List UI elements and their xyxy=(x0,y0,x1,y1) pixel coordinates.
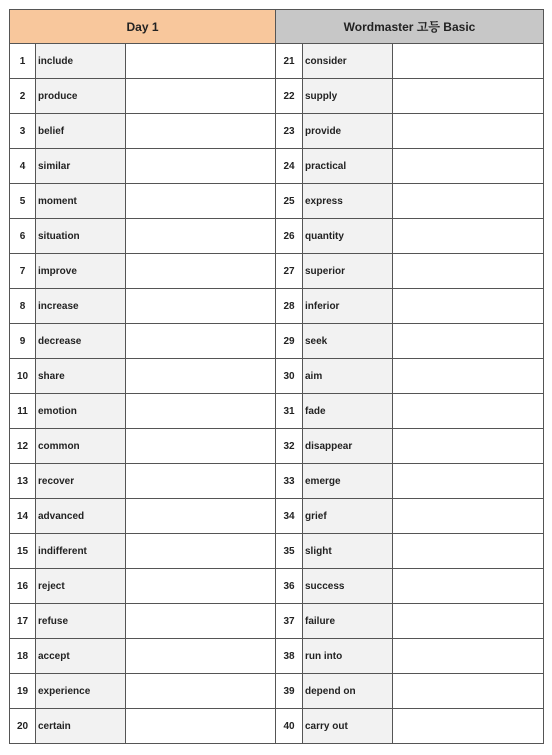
answer-blank-cell[interactable] xyxy=(126,569,276,604)
word-number: 35 xyxy=(276,534,303,569)
vocabulary-word: grief xyxy=(303,499,393,534)
book-title-header: Wordmaster 고등 Basic xyxy=(276,9,544,44)
word-number: 32 xyxy=(276,429,303,464)
answer-blank-cell[interactable] xyxy=(126,79,276,114)
answer-blank-cell[interactable] xyxy=(393,429,544,464)
answer-blank-cell[interactable] xyxy=(126,639,276,674)
word-number: 22 xyxy=(276,79,303,114)
answer-blank-cell[interactable] xyxy=(126,674,276,709)
vocabulary-word: include xyxy=(36,44,126,79)
word-number: 19 xyxy=(9,674,36,709)
vocabulary-word: run into xyxy=(303,639,393,674)
vocabulary-word: improve xyxy=(36,254,126,289)
answer-blank-cell[interactable] xyxy=(126,394,276,429)
answer-blank-cell[interactable] xyxy=(393,79,544,114)
vocabulary-word: decrease xyxy=(36,324,126,359)
word-number: 24 xyxy=(276,149,303,184)
vocabulary-word: similar xyxy=(36,149,126,184)
word-row xyxy=(276,639,544,674)
vocabulary-word: certain xyxy=(36,709,126,744)
vocabulary-word: recover xyxy=(36,464,126,499)
word-row xyxy=(9,44,276,79)
answer-blank-cell[interactable] xyxy=(393,219,544,254)
answer-blank-cell[interactable] xyxy=(393,184,544,219)
vocabulary-word: depend on xyxy=(303,674,393,709)
vocabulary-word: express xyxy=(303,184,393,219)
word-number: 17 xyxy=(9,604,36,639)
vocabulary-word: increase xyxy=(36,289,126,324)
vocabulary-word: fade xyxy=(303,394,393,429)
vocabulary-word: success xyxy=(303,569,393,604)
vocabulary-word: aim xyxy=(303,359,393,394)
answer-blank-cell[interactable] xyxy=(126,289,276,324)
answer-blank-cell[interactable] xyxy=(126,709,276,744)
word-row xyxy=(9,359,276,394)
answer-blank-cell[interactable] xyxy=(393,534,544,569)
word-row xyxy=(9,114,276,149)
vocabulary-word: superior xyxy=(303,254,393,289)
word-row xyxy=(9,394,276,429)
vocabulary-word: experience xyxy=(36,674,126,709)
vocabulary-word: belief xyxy=(36,114,126,149)
word-number: 4 xyxy=(9,149,36,184)
word-number: 28 xyxy=(276,289,303,324)
answer-blank-cell[interactable] xyxy=(126,114,276,149)
answer-blank-cell[interactable] xyxy=(393,464,544,499)
word-number: 37 xyxy=(276,604,303,639)
word-number: 34 xyxy=(276,499,303,534)
word-number: 11 xyxy=(9,394,36,429)
word-number: 26 xyxy=(276,219,303,254)
word-row xyxy=(276,324,544,359)
word-row xyxy=(9,674,276,709)
vocabulary-word: consider xyxy=(303,44,393,79)
answer-blank-cell[interactable] xyxy=(126,464,276,499)
vocabulary-sheet xyxy=(9,9,544,744)
answer-blank-cell[interactable] xyxy=(393,639,544,674)
word-row xyxy=(9,429,276,464)
answer-blank-cell[interactable] xyxy=(393,604,544,639)
word-row xyxy=(276,289,544,324)
word-row xyxy=(276,219,544,254)
vocabulary-word: slight xyxy=(303,534,393,569)
answer-blank-cell[interactable] xyxy=(393,709,544,744)
vocabulary-word: disappear xyxy=(303,429,393,464)
word-number: 21 xyxy=(276,44,303,79)
answer-blank-cell[interactable] xyxy=(393,324,544,359)
word-row xyxy=(276,464,544,499)
word-row xyxy=(276,394,544,429)
answer-blank-cell[interactable] xyxy=(393,114,544,149)
word-number: 18 xyxy=(9,639,36,674)
vocabulary-word: refuse xyxy=(36,604,126,639)
word-number: 2 xyxy=(9,79,36,114)
day-header: Day 1 xyxy=(9,9,276,44)
answer-blank-cell[interactable] xyxy=(126,429,276,464)
word-number: 25 xyxy=(276,184,303,219)
word-row xyxy=(9,639,276,674)
word-number: 9 xyxy=(9,324,36,359)
answer-blank-cell[interactable] xyxy=(126,604,276,639)
word-number: 30 xyxy=(276,359,303,394)
vocabulary-word: indifferent xyxy=(36,534,126,569)
vocabulary-word: practical xyxy=(303,149,393,184)
word-number: 36 xyxy=(276,569,303,604)
answer-blank-cell[interactable] xyxy=(393,254,544,289)
word-number: 1 xyxy=(9,44,36,79)
word-number: 5 xyxy=(9,184,36,219)
word-row xyxy=(9,709,276,744)
word-row xyxy=(9,464,276,499)
answer-blank-cell[interactable] xyxy=(126,44,276,79)
vocabulary-word: moment xyxy=(36,184,126,219)
word-row xyxy=(276,604,544,639)
word-row xyxy=(276,149,544,184)
answer-blank-cell[interactable] xyxy=(393,499,544,534)
word-number: 38 xyxy=(276,639,303,674)
vocabulary-word: accept xyxy=(36,639,126,674)
word-number: 10 xyxy=(9,359,36,394)
word-number: 7 xyxy=(9,254,36,289)
word-row xyxy=(9,219,276,254)
answer-blank-cell[interactable] xyxy=(393,569,544,604)
word-number: 23 xyxy=(276,114,303,149)
word-row xyxy=(276,44,544,79)
answer-blank-cell[interactable] xyxy=(126,499,276,534)
answer-blank-cell[interactable] xyxy=(393,149,544,184)
word-number: 15 xyxy=(9,534,36,569)
answer-blank-cell[interactable] xyxy=(393,359,544,394)
word-number: 33 xyxy=(276,464,303,499)
word-row xyxy=(9,184,276,219)
word-row xyxy=(9,289,276,324)
answer-blank-cell[interactable] xyxy=(393,394,544,429)
word-row xyxy=(276,534,544,569)
answer-blank-cell[interactable] xyxy=(126,324,276,359)
answer-blank-cell[interactable] xyxy=(126,149,276,184)
word-row xyxy=(276,359,544,394)
word-row xyxy=(276,79,544,114)
answer-blank-cell[interactable] xyxy=(126,359,276,394)
vocabulary-word: seek xyxy=(303,324,393,359)
word-number: 13 xyxy=(9,464,36,499)
word-row xyxy=(9,534,276,569)
answer-blank-cell[interactable] xyxy=(393,44,544,79)
word-row xyxy=(9,499,276,534)
word-row xyxy=(276,569,544,604)
word-number: 31 xyxy=(276,394,303,429)
answer-blank-cell[interactable] xyxy=(126,219,276,254)
word-row xyxy=(276,674,544,709)
word-row xyxy=(9,604,276,639)
word-row xyxy=(276,184,544,219)
word-row xyxy=(276,114,544,149)
answer-blank-cell[interactable] xyxy=(126,184,276,219)
word-number: 39 xyxy=(276,674,303,709)
vocabulary-word: produce xyxy=(36,79,126,114)
word-row xyxy=(9,149,276,184)
vocabulary-word: provide xyxy=(303,114,393,149)
vocabulary-word: emotion xyxy=(36,394,126,429)
word-number: 27 xyxy=(276,254,303,289)
vocabulary-word: reject xyxy=(36,569,126,604)
word-number: 12 xyxy=(9,429,36,464)
word-number: 6 xyxy=(9,219,36,254)
answer-blank-cell[interactable] xyxy=(126,254,276,289)
word-row xyxy=(9,569,276,604)
answer-blank-cell[interactable] xyxy=(126,534,276,569)
vocabulary-word: failure xyxy=(303,604,393,639)
vocabulary-word: carry out xyxy=(303,709,393,744)
vocabulary-word: situation xyxy=(36,219,126,254)
answer-blank-cell[interactable] xyxy=(393,289,544,324)
vocabulary-word: common xyxy=(36,429,126,464)
word-row xyxy=(9,324,276,359)
word-number: 16 xyxy=(9,569,36,604)
word-row xyxy=(276,254,544,289)
word-row xyxy=(9,79,276,114)
word-number: 14 xyxy=(9,499,36,534)
vocabulary-word: quantity xyxy=(303,219,393,254)
vocabulary-word: emerge xyxy=(303,464,393,499)
word-row xyxy=(276,709,544,744)
answer-blank-cell[interactable] xyxy=(393,674,544,709)
vocabulary-word: advanced xyxy=(36,499,126,534)
word-row xyxy=(9,254,276,289)
word-row xyxy=(276,429,544,464)
vocabulary-word: supply xyxy=(303,79,393,114)
word-number: 20 xyxy=(9,709,36,744)
word-number: 3 xyxy=(9,114,36,149)
word-number: 8 xyxy=(9,289,36,324)
vocabulary-word: inferior xyxy=(303,289,393,324)
word-number: 29 xyxy=(276,324,303,359)
vocabulary-word: share xyxy=(36,359,126,394)
word-row xyxy=(276,499,544,534)
word-number: 40 xyxy=(276,709,303,744)
